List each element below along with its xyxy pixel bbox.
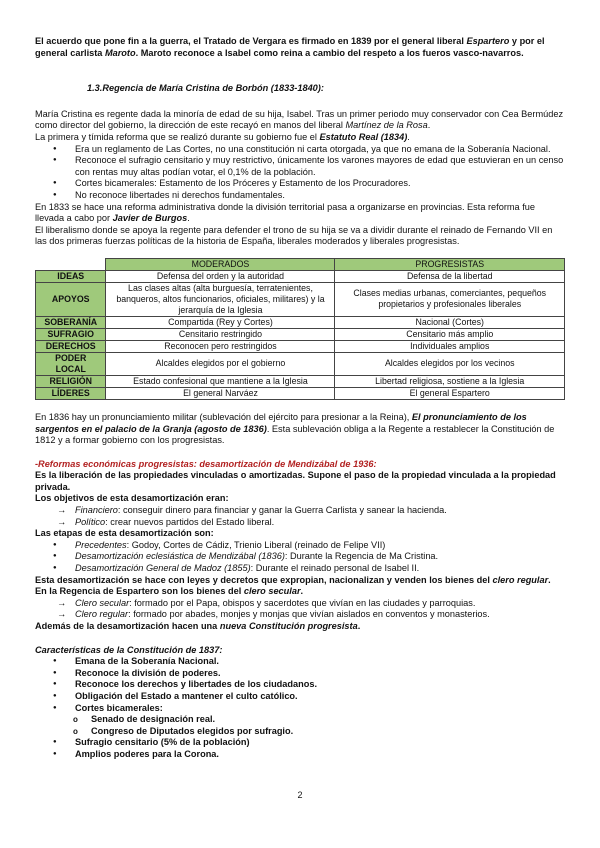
- mendizabal-title: -Reformas económicas progresistas: desamortización de Mendizábal de 1936:: [35, 458, 377, 469]
- list-item: ● Desamortización eclesiástica de Mendizábal (1836): Durante la Regencia de Ma Cristina.: [75, 551, 565, 563]
- intro-paragraph: El acuerdo que pone fin a la guerra, el Tratado de Vergara es firmado en 1839 por el general liberal Espartero y por el general carlista Maroto. Maroto reconoce a Isabel como reina a cambio del respeto a los fueros vasco-navarros.: [35, 36, 545, 58]
- row-label: SOBERANÍA: [36, 316, 106, 328]
- row-label: DERECHOS: [36, 340, 106, 352]
- cell-moderados: Alcaldes elegidos por el gobierno: [106, 352, 335, 375]
- mendizabal-paragraph-4: Esta desamortización se hace con leyes y decretos que expropian, nacionalizan y venden los bienes del clero regular. En la Regencia de Espartero son los bienes del clero secular.: [35, 574, 551, 597]
- regencia-paragraph-1: María Cristina es regente dada la minoría de edad de su hija, Isabel. Tras un primer periodo muy conservador con Cea Bermúdez como director del gobierno, la dirección de este recayó en manos del liberal Martínez de la Rosa.: [35, 108, 564, 131]
- table-row: [36, 387, 565, 399]
- objetivos-list: [35, 505, 565, 528]
- list-item: ● Precedentes: Godoy, Cortes de Cádiz, Trienio Liberal (reinado de Felipe VII): [75, 540, 565, 552]
- mendizabal-paragraph-3: Las etapas de esta desamortización son:: [35, 528, 214, 539]
- table-row: [36, 352, 565, 375]
- table-corner: [36, 258, 106, 270]
- cell-progresistas: Nacional (Cortes): [335, 316, 565, 328]
- mendizabal-paragraph-5: Además de la desamortización hacen una nueva Constitución progresista.: [35, 621, 361, 631]
- table-row: [36, 316, 565, 328]
- list-item: ● Amplios poderes para la Corona.: [75, 749, 565, 761]
- table-row: [36, 328, 565, 340]
- list-item: o Senado de designación real.: [91, 714, 565, 726]
- list-item: → Financiero: conseguir dinero para financiar y ganar la Guerra Carlista y sanear la hacienda.: [75, 505, 565, 517]
- table-row: [36, 270, 565, 282]
- list-item: → Clero regular: formado por abades, monjes y monjas que vivían aislados en conventos y monasterios.: [75, 609, 565, 621]
- list-item: ● Desamortización General de Madoz (1855): Durante el reinado personal de Isabel II.: [75, 563, 565, 575]
- cell-moderados: El general Narváez: [106, 387, 335, 399]
- granja-paragraph: En 1836 hay un pronunciamiento militar (sublevación del ejército para presionar a la Reina), El pronunciamiento de los sargentos en el palacio de la Granja (agosto de 1836). Esta sublevación obliga a la Regente a restablecer la Constitución de 1812 y a formar gobierno con los progresistas.: [35, 411, 555, 446]
- list-item: ● Sufragio censitario (5% de la población): [75, 737, 565, 749]
- cell-moderados: Defensa del orden y la autoridad: [106, 270, 335, 282]
- table-header-row: [36, 258, 565, 270]
- list-item: ● No reconoce libertades ni derechos fundamentales.: [75, 190, 565, 202]
- row-label: LÍDERES: [36, 387, 106, 399]
- list-item: ● Reconoce la división de poderes.: [75, 668, 565, 680]
- cell-progresistas: Censitario más amplio: [335, 328, 565, 340]
- cell-progresistas: Libertad religiosa, sostiene a la Iglesia: [335, 375, 565, 387]
- document-page: [35, 36, 565, 761]
- mendizabal-paragraph-2: Los objetivos de esta desamortización eran:: [35, 493, 229, 504]
- list-item: ● Cortes bicamerales:: [75, 703, 565, 715]
- page-number: 2: [297, 790, 303, 800]
- section-title: 1.3.Regencia de María Cristina de Borbón (1833-1840):: [87, 83, 324, 94]
- estatuto-list: [35, 144, 565, 202]
- list-item: ● Reconoce el sufragio censitario y muy restrictivo, únicamente los varones mayores de edad que estuvieran en un censo con rentas muy altas podían votar, el 0,1% de la población.: [75, 155, 565, 178]
- spacer: [35, 447, 565, 459]
- list-item: → Político: crear nuevos partidos del Estado liberal.: [75, 517, 565, 529]
- cell-progresistas: Alcaldes elegidos por los vecinos: [335, 352, 565, 375]
- comparison-table: [35, 258, 565, 400]
- row-label: PODER LOCAL: [36, 352, 106, 375]
- list-item: → Clero secular: formado por el Papa, obispos y sacerdotes que vivían en las ciudades y parroquias.: [75, 598, 565, 610]
- list-item: o Congreso de Diputados elegidos por sufragio.: [91, 726, 565, 738]
- cell-progresistas: Individuales amplios: [335, 340, 565, 352]
- spacer: [35, 400, 565, 412]
- table-row: [36, 340, 565, 352]
- spacer: [35, 633, 565, 645]
- cortes-sublist: [35, 714, 565, 737]
- row-label: SUFRAGIO: [36, 328, 106, 340]
- cell-moderados: Compartida (Rey y Cortes): [106, 316, 335, 328]
- mendizabal-paragraph-1: Es la liberación de las propiedades vinculadas o amortizadas. Supone el paso de la propiedad vinculada a la propiedad privada.: [35, 470, 556, 492]
- regencia-paragraph-4: El liberalismo donde se apoya la regente para defender el trono de su hija se va a dividir durante el reinado de Fernando VII en las dos primeras fuerzas políticas de la historia de España, liberales moderados y liberales progresistas.: [35, 224, 553, 247]
- row-label: RELIGIÓN: [36, 375, 106, 387]
- constitucion-title: Características de la Constitución de 1837:: [35, 644, 223, 655]
- cell-progresistas: Defensa de la libertad: [335, 270, 565, 282]
- list-item: ● Obligación del Estado a mantener el culto católico.: [75, 691, 565, 703]
- cell-moderados: Estado confesional que mantiene a la Iglesia: [106, 375, 335, 387]
- constitucion-list-continued: [35, 737, 565, 760]
- row-label: IDEAS: [36, 270, 106, 282]
- list-item: ● Reconoce los derechos y libertades de los ciudadanos.: [75, 679, 565, 691]
- regencia-paragraph-3: En 1833 se hace una reforma administrativa donde la división territorial pasa a organizarse en provincias. Esta reforma fue llevada a cabo por Javier de Burgos.: [35, 201, 535, 224]
- list-item: ● Emana de la Soberanía Nacional.: [75, 656, 565, 668]
- table-row: [36, 375, 565, 387]
- etapas-list: [35, 540, 565, 575]
- list-item: ● Era un reglamento de Las Cortes, no una constitución ni carta otorgada, ya que no emana de la Soberanía Nacional.: [75, 144, 565, 156]
- cell-progresistas: Clases medias urbanas, comerciantes, pequeños propietarios y profesionales liberales: [335, 282, 565, 316]
- cell-progresistas: El general Espartero: [335, 387, 565, 399]
- clero-list: [35, 598, 565, 621]
- table-row: [36, 282, 565, 316]
- list-item: ● Cortes bicamerales: Estamento de los Próceres y Estamento de los Procuradores.: [75, 178, 565, 190]
- row-label: APOYOS: [36, 282, 106, 316]
- header-moderados: MODERADOS: [106, 258, 335, 270]
- header-progresistas: PROGRESISTAS: [335, 258, 565, 270]
- cell-moderados: Reconocen pero restringidos: [106, 340, 335, 352]
- constitucion-list: [35, 656, 565, 714]
- regencia-paragraph-2: La primera y tímida reforma que se realizó durante su gobierno fue el Estatuto Real (1834).: [35, 131, 410, 142]
- cell-moderados: Las clases altas (alta burguesía, terratenientes, banqueros, altos funcionarios, oficiales, militares) y la jerarquía de la Iglesia: [106, 282, 335, 316]
- cell-moderados: Censitario restringido: [106, 328, 335, 340]
